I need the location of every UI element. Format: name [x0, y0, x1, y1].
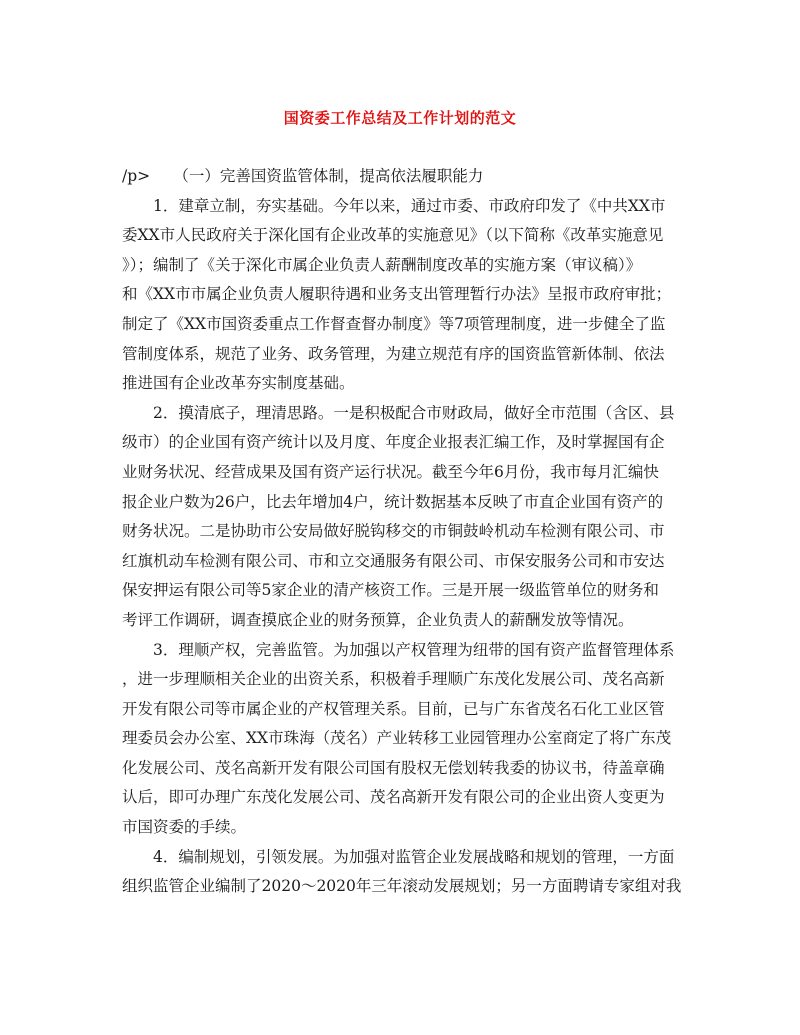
document-title: 国资委工作总结及工作计划的范文 [283, 109, 517, 127]
text-line: 3．理顺产权，完善监管。为加强以产权管理为纽带的国有资产监督管理体系 [122, 640, 675, 659]
text-line: 1．建章立制，夯实基础。今年以来，通过市委、市政府印发了《中共XX市 [122, 196, 666, 215]
text-line: 保安押运有限公司等5家企业的清产核资工作。三是开展一级监管单位的财务和 [122, 581, 659, 600]
text-line: 4．编制规划，引领发展。为加强对监管企业发展战略和规划的管理，一方面 [122, 847, 675, 866]
text-line: 理委员会办公室、XX市珠海（茂名）产业转移工业园管理办公室商定了将广东茂 [122, 729, 672, 748]
text-line: 和《XX市市属企业负责人履职待遇和业务支出管理暂行办法》呈报市政府审批； [122, 285, 672, 304]
text-line: 推进国有企业改革夯实制度基础。 [122, 374, 355, 393]
text-line: 2．摸清底子，理清思路。一是积极配合市财政局，做好全市范围（含区、县 [122, 403, 675, 422]
text-line: 管制度体系，规范了业务、政务管理，为建立规范有序的国资监管新体制、依法 [122, 344, 665, 363]
text-line: 开发有限公司等市属企业的产权管理关系。目前，已与广东省茂名石化工业区管 [122, 699, 665, 718]
text-line: 认后，即可办理广东茂化发展公司、茂名高新开发有限公司的企业出资人变更为 [122, 788, 665, 807]
text-line: 财务状况。二是协助市公安局做好脱钩移交的市铜鼓岭机动车检测有限公司、市 [122, 522, 665, 541]
text-line: 报企业户数为26户，比去年增加4户，统计数据基本反映了市直企业国有资产的 [122, 492, 664, 511]
text-line: 级市）的企业国有资产统计以及月度、年度企业报表汇编工作，及时掌握国有企 [122, 433, 665, 452]
document-body [122, 162, 682, 902]
text-line: 业财务状况、经营成果及国有资产运行状况。截至今年6月份，我市每月汇编快 [122, 462, 659, 481]
text-line: 》）；编制了《关于深化市属企业负责人薪酬制度改革的实施方案（审议稿）》 [122, 255, 642, 274]
text-line: 化发展公司、茂名高新开发有限公司国有股权无偿划转我委的协议书，待盖章确 [122, 758, 665, 777]
text-line: /p> （一）完善国资监管体制，提高依法履职能力 [122, 167, 484, 185]
text-line: 市国资委的手续。 [122, 818, 247, 837]
text-line: 委XX市人民政府关于深化国有企业改革的实施意见》（以下简称《改革实施意见 [122, 226, 664, 245]
text-line: 制定了《XX市国资委重点工作督查督办制度》等7项管理制度，进一步健全了监 [122, 314, 666, 333]
text-line: 考评工作调研，调查摸底企业的财务预算，企业负责人的薪酬发放等情况。 [122, 610, 634, 629]
text-line: ，进一步理顺相关企业的出资关系，积极着手理顺广东茂化发展公司、茂名高新 [122, 670, 665, 689]
text-line: 红旗机动车检测有限公司、市和立交通服务有限公司、市保安服务公司和市安达 [122, 551, 665, 570]
text-line: 组织监管企业编制了2020～2020年三年滚动发展规划；另一方面聘请专家组对我 [122, 877, 682, 896]
